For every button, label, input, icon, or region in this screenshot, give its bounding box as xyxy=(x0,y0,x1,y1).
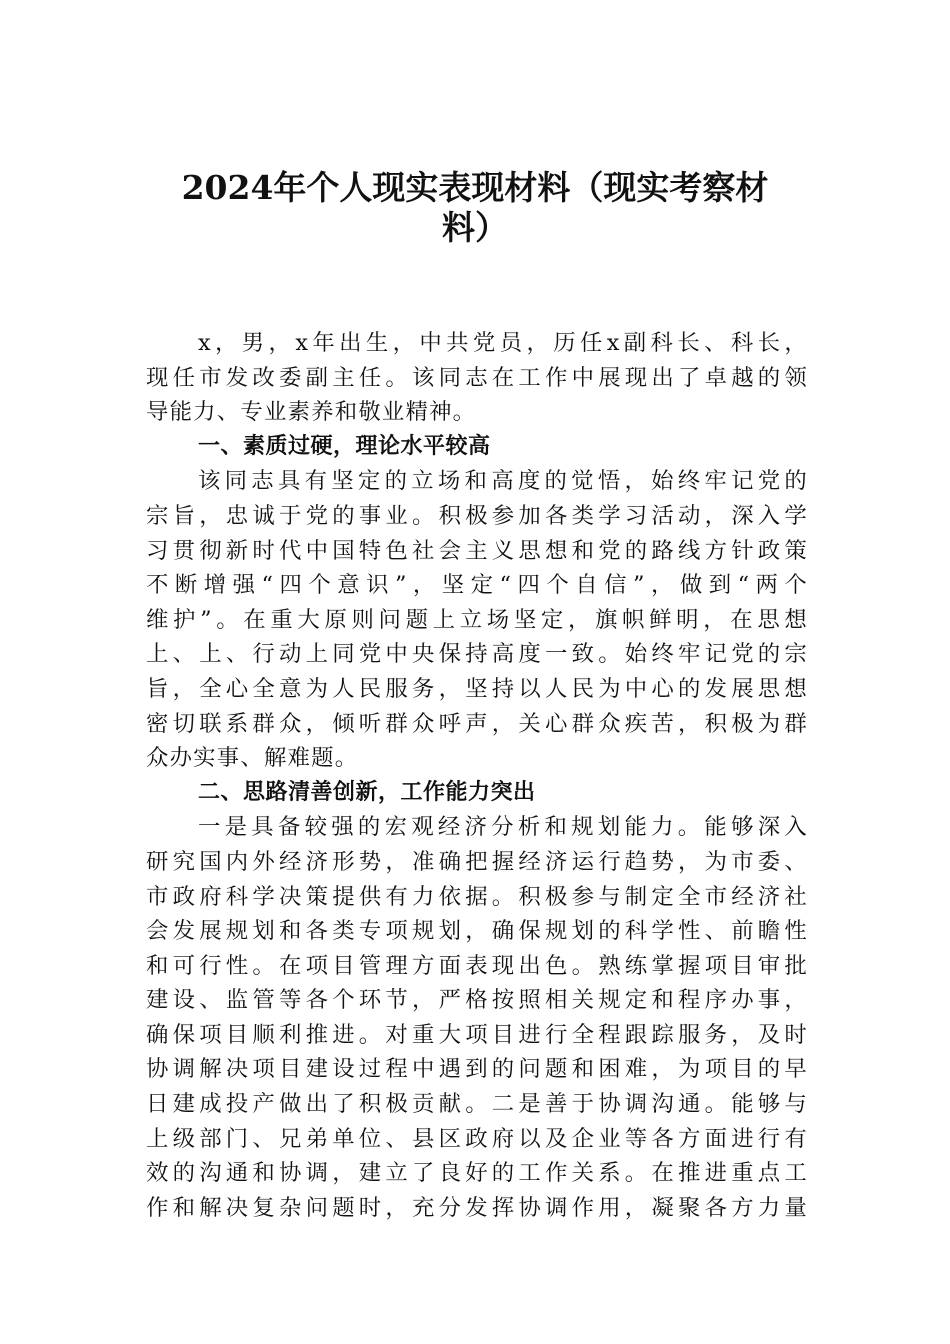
section-1-paragraph xyxy=(146,464,808,775)
section-2-line: 效的沟通和协调，建立了良好的工作关系。在推进重点工 xyxy=(146,1160,808,1187)
section-2-line: 和可行性。在项目管理方面表现出色。熟练掌握项目审批 xyxy=(146,952,808,979)
section-1-heading: 一、素质过硬，理论水平较高 xyxy=(198,433,491,459)
section-2-line: 确保项目顺利推进。对重大项目进行全程跟踪服务，及时 xyxy=(146,1021,808,1048)
intro-paragraph xyxy=(146,326,808,430)
section-2-line: 作和解决复杂问题时，充分发挥协调作用，凝聚各方力量 xyxy=(146,1194,808,1221)
intro-line: 导能力、专业素养和敬业精神。 xyxy=(146,399,477,426)
section-1-line: 该同志具有坚定的立场和高度的觉悟，始终牢记党的 xyxy=(198,468,808,495)
section-2-line: 会发展规划和各类专项规划，确保规划的科学性、前瞻性 xyxy=(146,918,808,945)
section-2-line: 一是具备较强的宏观经济分析和规划能力。能够深入 xyxy=(198,814,808,841)
section-1-line: 不断增强“四个意识”，坚定“四个自信”，做到“两个 xyxy=(146,572,808,599)
document-body xyxy=(146,326,808,1225)
section-2-line: 研究国内外经济形势，准确把握经济运行趋势，为市委、 xyxy=(146,848,808,875)
section-1-line: 上、上、行动上同党中央保持高度一致。始终牢记党的宗 xyxy=(146,641,808,668)
section-1-line: 宗旨，忠诚于党的事业。积极参加各类学习活动，深入学 xyxy=(146,502,808,529)
section-2-line: 建设、监管等各个环节，严格按照相关规定和程序办事， xyxy=(146,987,808,1014)
document-title-line-1: 2024年个人现实表现材料（现实考察材 xyxy=(181,168,769,207)
intro-line: x，男，x年出生，中共党员，历任x副科长、科长， xyxy=(198,330,808,356)
section-1-line: 密切联系群众，倾听群众呼声，关心群众疾苦，积极为群 xyxy=(146,710,808,737)
section-2-line: 上级部门、兄弟单位、县区政府以及企业等各方面进行有 xyxy=(146,1125,808,1152)
section-1-line: 习贯彻新时代中国特色社会主义思想和党的路线方针政策 xyxy=(146,537,808,564)
section-1-line: 众办实事、解难题。 xyxy=(146,745,359,772)
section-2-paragraph xyxy=(146,810,808,1225)
intro-line: 现任市发改委副主任。该同志在工作中展现出了卓越的领 xyxy=(146,364,808,391)
section-2-heading: 二、思路清善创新，工作能力突出 xyxy=(198,779,536,805)
section-2-line: 日建成投产做出了积极贡献。二是善于协调沟通。能够与 xyxy=(146,1091,808,1118)
section-1-line: 旨，全心全意为人民服务，坚持以人民为中心的发展思想 xyxy=(146,675,808,702)
section-2-line: 协调解决项目建设过程中遇到的问题和困难，为项目的早 xyxy=(146,1056,808,1083)
document-title-line-2: 料） xyxy=(442,208,508,247)
section-2-line: 市政府科学决策提供有力依据。积极参与制定全市经济社 xyxy=(146,883,808,910)
section-1-line: 维护”。在重大原则问题上立场坚定，旗帜鲜明，在思想 xyxy=(146,606,808,633)
